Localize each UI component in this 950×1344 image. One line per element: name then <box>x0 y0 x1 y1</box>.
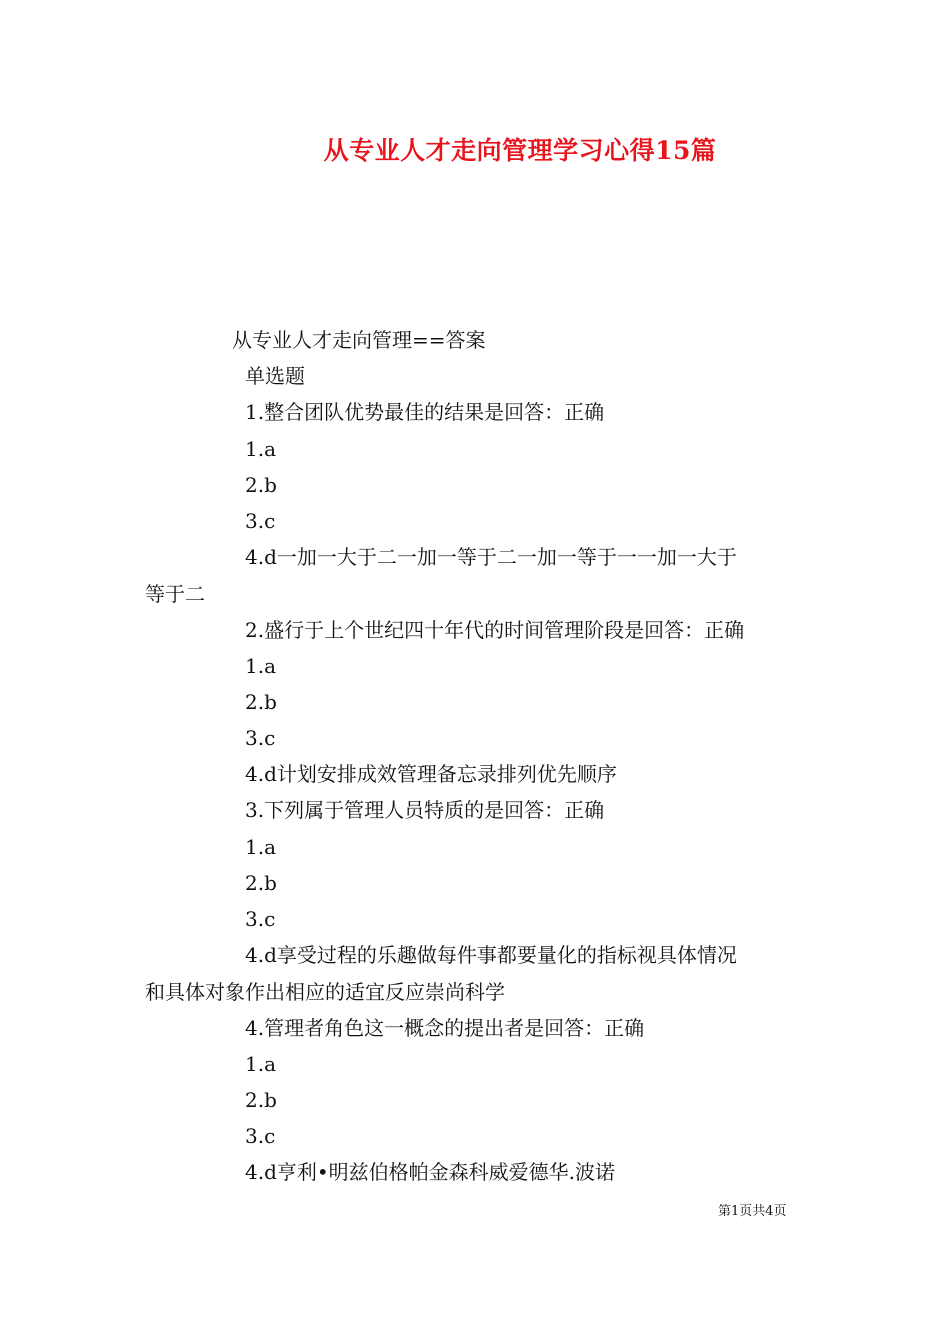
option-b: 2.b <box>245 690 277 714</box>
question-4: 4.管理者角色这一概念的提出者是回答：正确 <box>245 1016 645 1040</box>
option-a: 1.a <box>245 654 277 678</box>
option-b: 2.b <box>245 473 277 497</box>
question-type-label: 单选题 <box>245 364 305 388</box>
option-b: 2.b <box>245 1088 277 1112</box>
option-c: 3.c <box>245 726 276 750</box>
question-3: 3.下列属于管理人员特质的是回答：正确 <box>245 798 605 822</box>
option-d: 4.d一加一大于二一加一等于二一加一等于一一加一大于 <box>245 545 737 569</box>
option-b: 2.b <box>245 871 277 895</box>
option-d-continued: 和具体对象作出相应的适宜反应崇尚科学 <box>145 980 505 1004</box>
option-d: 4.d计划安排成效管理备忘录排列优先顺序 <box>245 762 617 786</box>
option-d-continued: 等于二 <box>145 582 205 606</box>
option-a: 1.a <box>245 1052 277 1076</box>
option-a: 1.a <box>245 437 277 461</box>
option-c: 3.c <box>245 907 276 931</box>
option-c: 3.c <box>245 509 276 533</box>
page-number-footer: 第1页共4页 <box>718 1204 787 1219</box>
option-d: 4.d亨利•明兹伯格帕金森科威爱德华.波诺 <box>245 1160 616 1184</box>
question-1: 1.整合团队优势最佳的结果是回答：正确 <box>245 400 605 424</box>
option-c: 3.c <box>245 1124 276 1148</box>
document-title: 从专业人才走向管理学习心得15篇 <box>323 136 717 165</box>
option-d: 4.d享受过程的乐趣做每件事都要量化的指标视具体情况 <box>245 943 737 967</box>
option-a: 1.a <box>245 835 277 859</box>
section-heading: 从专业人才走向管理==答案 <box>232 328 486 352</box>
question-2: 2.盛行于上个世纪四十年代的时间管理阶段是回答：正确 <box>245 618 745 642</box>
